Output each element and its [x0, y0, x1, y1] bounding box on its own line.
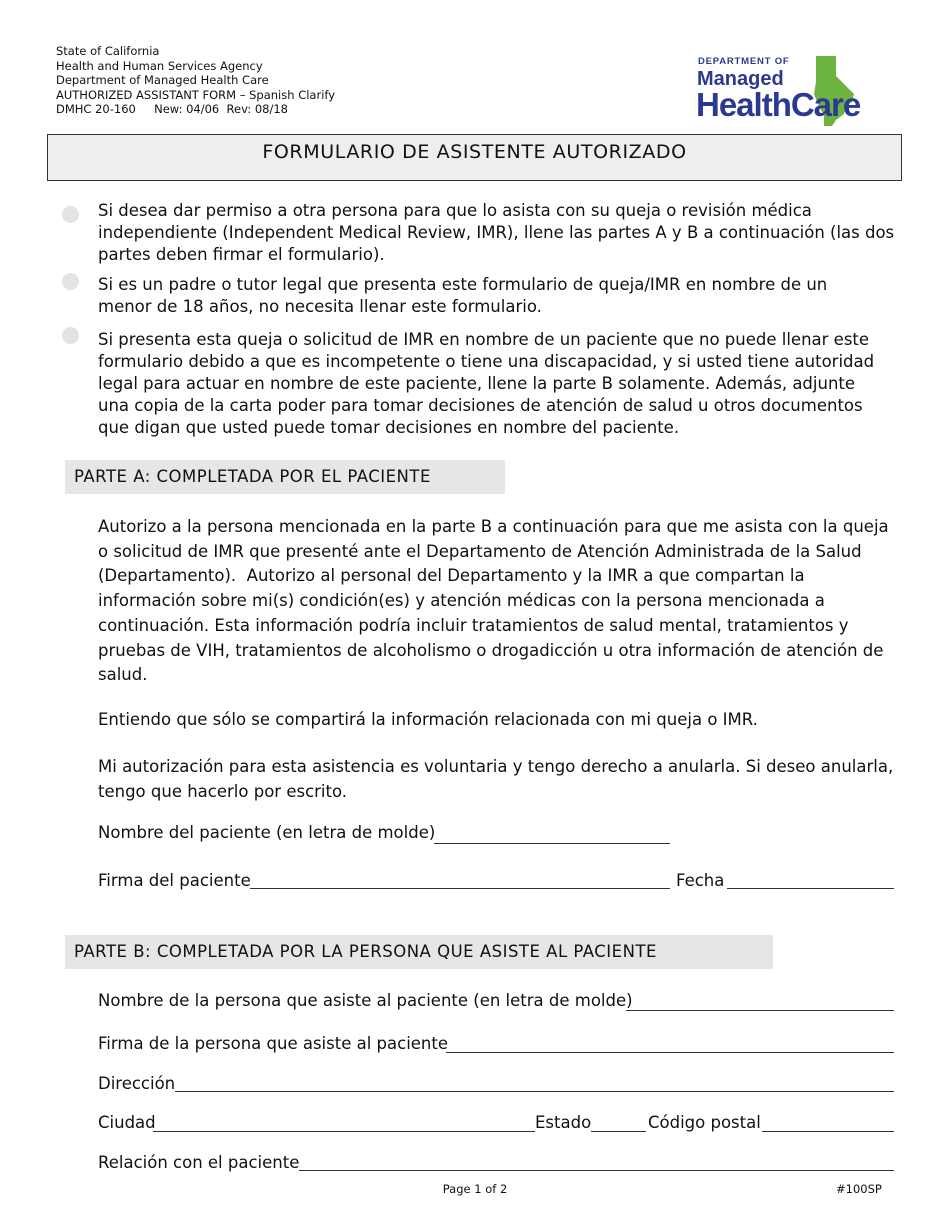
header-line-state: State of California: [56, 44, 160, 58]
part-a-text-line: o solicitud de IMR que presenté ante el Departamento de Atención Administrada de la Salud: [98, 541, 862, 561]
part-a-text-line: información sobre mi(s) condición(es) y atención médicas con la persona mencionada a: [98, 591, 825, 611]
page-number: Page 1 of 2: [442, 1182, 508, 1196]
form-title: FORMULARIO DE ASISTENTE AUTORIZADO: [262, 141, 687, 163]
part-a-text-line: pruebas de VIH, tratamientos de alcoholismo o drogadicción u otra información de atención de: [98, 640, 884, 660]
zip-label: Código postal: [648, 1113, 761, 1132]
bullet-3-line: formulario debido a que es incompetente o tiene una discapacidad, y si usted tiene autoridad: [98, 352, 875, 371]
relationship-field[interactable]: [299, 1170, 894, 1171]
date-field[interactable]: [727, 888, 894, 889]
bullet-icon: [62, 273, 79, 290]
bullet-1-line: Si desea dar permiso a otra persona para que lo asista con su queja o revisión médica: [98, 201, 812, 220]
header-line-agency: Health and Human Services Agency: [56, 58, 263, 73]
form-code: #100SP: [836, 1182, 882, 1196]
bullet-2-line: Si es un padre o tutor legal que presenta este formulario de queja/IMR en nombre de un: [98, 275, 828, 294]
instruction-bullet-3: [98, 329, 874, 439]
dmhc-logo: [696, 54, 898, 128]
city-label: Ciudad: [98, 1113, 156, 1132]
part-b-heading: PARTE B: COMPLETADA POR LA PERSONA QUE ASISTE AL PACIENTE: [65, 935, 773, 969]
part-a-text-line: tengo que hacerlo por escrito.: [98, 781, 348, 801]
part-a-text-line: continuación. Esta información podría incluir tratamientos de salud mental, tratamientos y: [98, 615, 849, 635]
bullet-icon: [62, 206, 79, 223]
address-label: Dirección: [98, 1074, 176, 1093]
agency-header: [56, 44, 335, 117]
part-a-voluntary-text: [98, 755, 893, 804]
bullet-2-line: menor de 18 años, no necesita llenar este formulario.: [98, 297, 542, 316]
header-line-department: Department of Managed Health Care: [56, 73, 269, 87]
bullet-1-line: independiente (Independent Medical Review, IMR), llene las partes A y B a continuación (las dos: [98, 223, 895, 242]
bullet-icon: [62, 327, 79, 344]
part-a-text-line: Mi autorización para esta asistencia es voluntaria y tengo derecho a anularla. Si deseo anularla,: [98, 757, 894, 776]
patient-signature-field[interactable]: [250, 888, 670, 889]
bullet-3-line: Si presenta esta queja o solicitud de IMR en nombre de un paciente que no puede llenar este: [98, 330, 870, 349]
header-line-form-number: DMHC 20-160 New: 04/06 Rev: 08/18: [56, 102, 288, 116]
bullet-1-line: partes deben firmar el formulario).: [98, 245, 385, 264]
city-field[interactable]: [153, 1131, 535, 1132]
instruction-bullet-2: [98, 274, 827, 318]
logo-text-healthcare: HealthCare: [696, 86, 861, 123]
bullet-3-line: que digan que usted puede tomar decisiones en nombre del paciente.: [98, 418, 680, 437]
assistant-name-field[interactable]: [626, 1010, 894, 1011]
header-line-form-name: AUTHORIZED ASSISTANT FORM – Spanish Clarify: [56, 87, 336, 102]
part-a-authorization-text: [98, 515, 889, 688]
assistant-signature-label: Firma de la persona que asiste al paciente: [98, 1034, 449, 1053]
logo-text-department: DEPARTMENT OF: [698, 56, 790, 67]
part-a-text-line: salud.: [98, 665, 148, 685]
address-field[interactable]: [175, 1091, 894, 1092]
logo-text-managed: Managed: [697, 68, 784, 90]
zip-field[interactable]: [762, 1131, 894, 1132]
patient-name-field[interactable]: [434, 843, 670, 844]
part-a-info-sharing-text: Entiendo que sólo se compartirá la información relacionada con mi queja o IMR.: [98, 710, 758, 729]
part-a-text-line: Autorizo a la persona mencionada en la parte B a continuación para que me asista con la queja: [98, 517, 889, 536]
relationship-label: Relación con el paciente: [98, 1153, 300, 1172]
part-a-text-line: (Departamento). Autorizo al personal del Departamento y la IMR a que compartan la: [98, 566, 805, 586]
assistant-name-label: Nombre de la persona que asiste al paciente (en letra de molde): [98, 991, 633, 1010]
state-label: Estado: [535, 1113, 592, 1132]
form-title-box: [47, 134, 902, 181]
state-field[interactable]: [591, 1131, 646, 1132]
date-label: Fecha: [676, 871, 725, 890]
patient-signature-label: Firma del paciente: [98, 871, 251, 890]
part-a-heading: PARTE A: COMPLETADA POR EL PACIENTE: [65, 460, 505, 494]
instruction-bullet-1: [98, 200, 894, 266]
bullet-3-line: una copia de la carta poder para tomar decisiones de atención de salud u otros documentos: [98, 396, 863, 415]
bullet-3-line: legal para actuar en nombre de este paciente, llene la parte B solamente. Además, adjunte: [98, 374, 856, 393]
patient-name-label: Nombre del paciente (en letra de molde): [98, 823, 436, 842]
assistant-signature-field[interactable]: [446, 1052, 894, 1053]
